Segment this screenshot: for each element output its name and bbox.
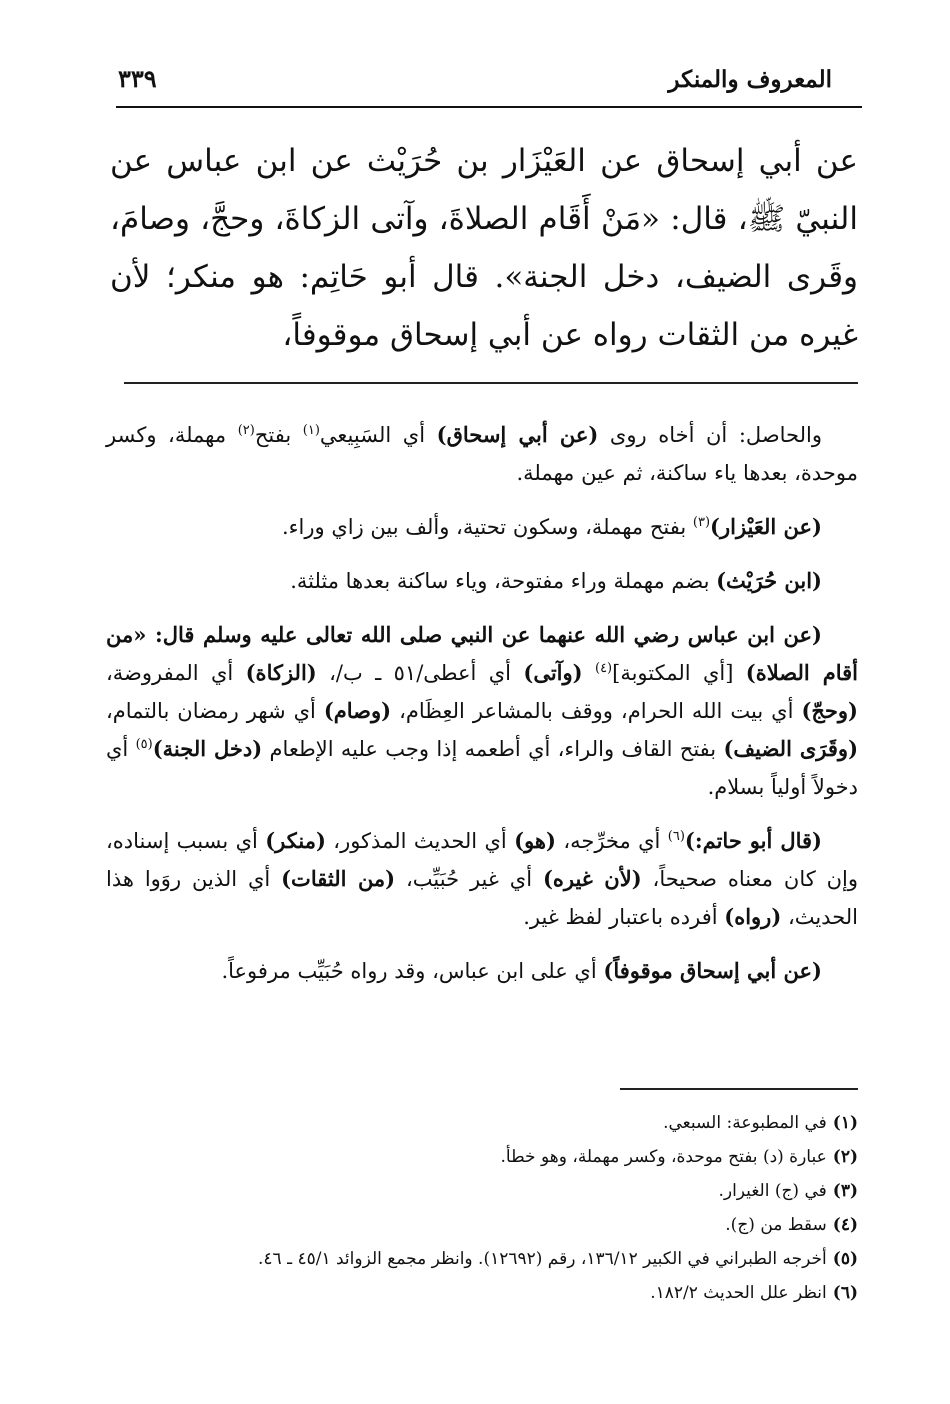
footnote-text: سقط من (ج). <box>725 1215 827 1235</box>
commentary-text: أي بيت الله الحرام، ووقف بالمشاعر العِظَام، <box>391 699 802 723</box>
footnote-text: في المطبوعة: السبعي. <box>663 1113 827 1133</box>
commentary-text <box>583 661 595 685</box>
hadith-text: عن أبي إسحاق عن العَيْزَار بن حُرَيْث عن ابن عباس عن النبيّ ﷺ، قال: «مَنْ أَقَام الصلاةَ، وآتى الزكاةَ، وحجَّ، وصامَ، وقَرى الضيف، دخل الجنة». قال أبو حَاتِم: هو منكر؛ لأن غيره من الثقات رواه عن أبي إسحاق موقوفاً، <box>110 143 858 353</box>
quoted-phrase: (ابن حُرَيْث) <box>716 568 822 593</box>
quoted-phrase: (لأن غيره) <box>542 866 642 891</box>
commentary-text: [أي المكتوبة] <box>612 661 746 685</box>
commentary-text: بفتح مهملة، وسكون تحتية، وألف بين زاي وراء. <box>281 515 693 539</box>
running-title: المعروف والمنكر <box>668 66 832 93</box>
quoted-phrase: (قال أبو حاتم:) <box>684 828 822 853</box>
commentary-paragraph <box>106 562 858 600</box>
quoted-phrase: (وقَرَى الضيف) <box>723 736 859 761</box>
footnote-ref: (٣) <box>692 515 711 530</box>
quoted-phrase: (وحجّ) <box>801 698 858 723</box>
quoted-phrase: (من الثقات) <box>281 866 396 891</box>
footnote-ref: (٦) <box>667 829 685 844</box>
commentary-text: بضم مهملة وراء مفتوحة، وياء ساكنة بعدها مثلثة. <box>290 569 717 593</box>
footnote-number: (٦) <box>832 1283 858 1303</box>
footnote-number: (٥) <box>832 1249 858 1269</box>
header-rule <box>116 106 862 108</box>
footnote-ref: (٥) <box>135 737 153 752</box>
commentary <box>106 416 858 1006</box>
footnote-rule <box>620 1088 858 1090</box>
quoted-phrase: (عن العَيْزار) <box>710 514 822 539</box>
footnote-ref: (٤) <box>594 661 613 676</box>
quoted-phrase: (عن أبي إسحاق موقوفاً) <box>603 958 822 983</box>
commentary-text: بفتح القاف والراء، أي أطعمه إذا وجب عليه الإطعام <box>262 737 724 761</box>
footnote-text: في (ج) الغيرار. <box>718 1181 827 1201</box>
footnote <box>106 1242 858 1276</box>
footnote-number: (٤) <box>832 1215 858 1235</box>
footnote-text: أخرجه الطبراني في الكبير ١٣٦/١٢، رقم (١٢٦٩٢). وانظر مجمع الزوائد ٤٥/١ ـ ٤٦. <box>258 1249 827 1269</box>
commentary-paragraph <box>106 952 858 990</box>
footnote-text: انظر علل الحديث ١٨٢/٢. <box>650 1283 827 1303</box>
commentary-text: أي دخولاً أولياً بسلام. <box>106 737 858 799</box>
commentary-text: أي على ابن عباس، وقد رواه حُبَيِّب مرفوعاً. <box>221 959 604 983</box>
commentary-text: أي السَبِيعي <box>319 423 437 447</box>
quoted-phrase: (رواه) <box>724 904 782 929</box>
commentary-text: والحاصل: أن أخاه روى <box>598 423 822 447</box>
quoted-phrase: (وصام) <box>323 698 392 723</box>
quoted-phrase: (الزكاة) <box>245 660 317 685</box>
commentary-text: أفرده باعتبار لفظ غير. <box>523 905 725 929</box>
quoted-phrase: (عن أبي إسحاق) <box>436 422 599 447</box>
commentary-paragraph <box>106 822 858 936</box>
quoted-phrase: (دخل الجنة) <box>152 736 263 761</box>
footnote-number: (١) <box>832 1113 858 1133</box>
commentary-text: أي بسبب إسناده، وإن كان معناه صحيحاً، <box>106 829 859 891</box>
footnote <box>106 1174 858 1208</box>
footnote-ref: (١) <box>302 423 320 438</box>
quoted-phrase: (هو) <box>514 828 556 853</box>
quoted-phrase: (وآتى) <box>523 660 583 685</box>
footnote-number: (٣) <box>832 1181 858 1201</box>
commentary-text: أي شهر رمضان بالتمام، <box>106 699 324 723</box>
text-commentary-divider <box>124 382 858 384</box>
commentary-text: أي الحديث المذكور، <box>325 829 515 853</box>
footnote <box>106 1276 858 1310</box>
commentary-text: أي غير حُبَيِّب، <box>395 867 543 891</box>
footnote <box>106 1140 858 1174</box>
commentary-paragraph <box>106 416 858 492</box>
footnote-text: عبارة (د) بفتح موحدة، وكسر مهملة، وهو خطأ. <box>500 1147 827 1167</box>
commentary-text: أي الذين روَوا هذا الحديث، <box>106 867 858 929</box>
commentary-text: أي مخرِّجه، <box>555 829 668 853</box>
page-number: ٣٣٩ <box>118 64 157 93</box>
commentary-paragraph <box>106 616 858 806</box>
footnote <box>106 1208 858 1242</box>
footnote-number: (٢) <box>832 1147 858 1167</box>
commentary-text: أي أعطى/٥١ ـ ب/، <box>316 661 524 685</box>
footnote <box>106 1106 858 1140</box>
quoted-phrase: (منكر) <box>265 828 326 853</box>
commentary-text: بفتح <box>254 423 303 447</box>
commentary-text: أي المفروضة، <box>106 661 246 685</box>
footnotes <box>106 1106 858 1310</box>
commentary-text: مهملة، وكسر موحدة، بعدها ياء ساكنة، ثم عين مهملة. <box>106 423 858 485</box>
footnote-ref: (٢) <box>237 423 255 438</box>
commentary-paragraph <box>106 508 858 546</box>
quoted-phrase: (عن ابن عباس رضي الله عنهما عن النبي صلى الله تعالى عليه وسلم قال: «من أقام الصلاة) <box>106 622 858 685</box>
